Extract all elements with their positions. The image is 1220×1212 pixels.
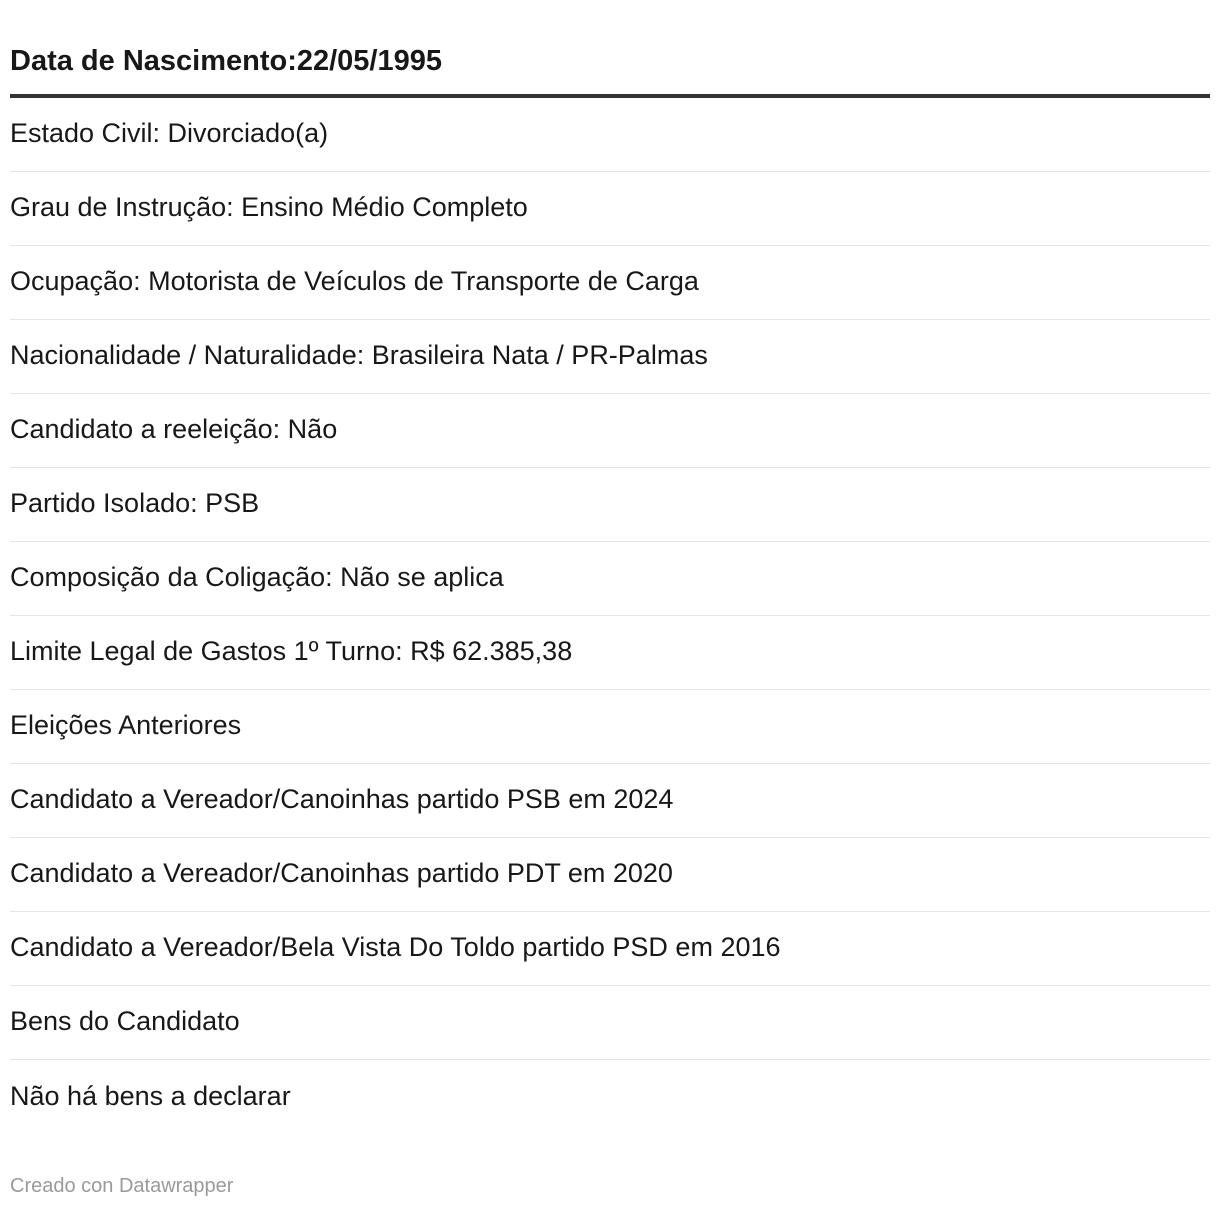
table-row: Candidato a Vereador/Canoinhas partido PSB em 2024: [10, 764, 1210, 838]
data-table: [10, 26, 1210, 1134]
table-row: Bens do Candidato: [10, 986, 1210, 1060]
datawrapper-credit[interactable]: Creado con Datawrapper: [10, 1175, 234, 1197]
table-row: Nacionalidade / Naturalidade: Brasileira Nata / PR-Palmas: [10, 320, 1210, 394]
table-row: Composição da Coligação: Não se aplica: [10, 542, 1210, 616]
table-row: Estado Civil: Divorciado(a): [10, 98, 1210, 172]
table-row: Eleições Anteriores: [10, 690, 1210, 764]
table-row: Candidato a reeleição: Não: [10, 394, 1210, 468]
table-row: Partido Isolado: PSB: [10, 468, 1210, 542]
table-row: Ocupação: Motorista de Veículos de Transporte de Carga: [10, 246, 1210, 320]
table-row: Grau de Instrução: Ensino Médio Completo: [10, 172, 1210, 246]
table-header: Data de Nascimento:22/05/1995: [10, 26, 1210, 98]
table-row: Candidato a Vereador/Bela Vista Do Toldo partido PSD em 2016: [10, 912, 1210, 986]
table-row: Limite Legal de Gastos 1º Turno: R$ 62.385,38: [10, 616, 1210, 690]
table-row: Não há bens a declarar: [10, 1080, 291, 1111]
table-row: Candidato a Vereador/Canoinhas partido PDT em 2020: [10, 838, 1210, 912]
